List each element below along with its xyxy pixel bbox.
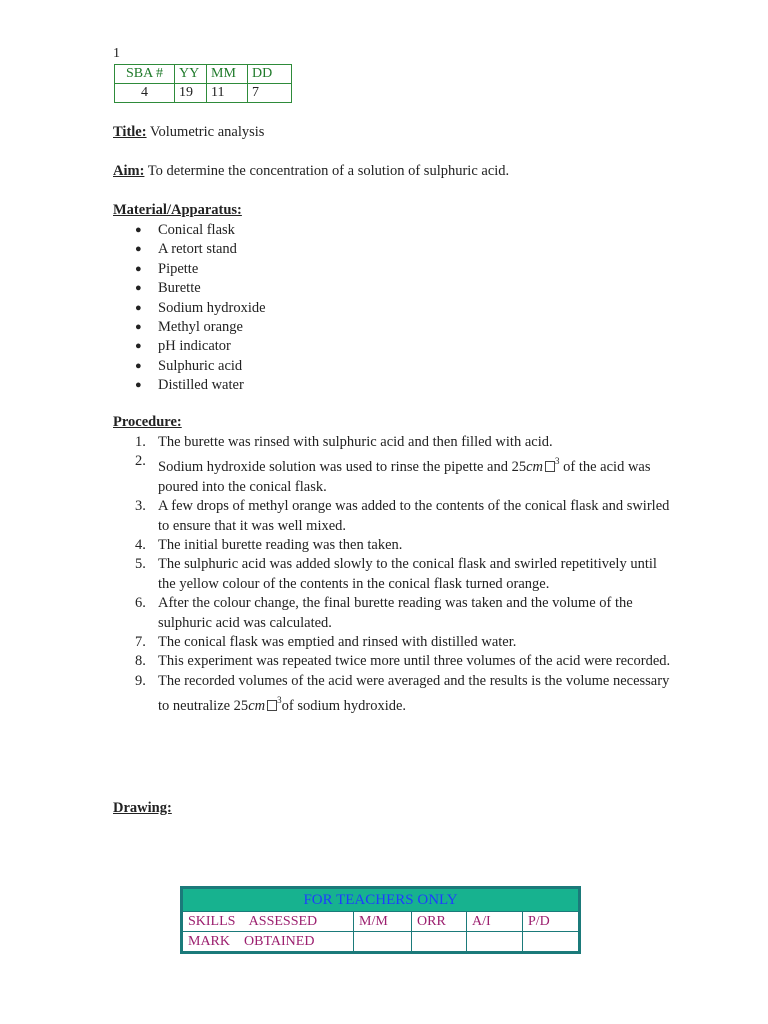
list-item: ● A retort stand [113,240,266,259]
sba-header-row [115,65,292,84]
orr-skill-cell: ORR [412,912,467,932]
mm-skill-cell: M/M [354,912,412,932]
missing-glyph-icon [267,700,277,711]
dd-header-cell: DD [248,65,292,84]
skills-row [182,912,580,932]
list-item: ● Sulphuric acid [113,357,266,376]
procedure-label: Procedure: [113,414,182,430]
pd-mark-field[interactable] [523,932,580,953]
procedure-step: 4. The initial burette reading was then taken. [135,537,403,554]
procedure-heading [113,414,182,431]
procedure-step: 5. The sulphuric acid was added slowly to the conical flask and swirled repetitively until the yellow colour of the contents in the conical flask turned orange. [135,556,657,592]
list-item: ● Methyl orange [113,318,266,337]
aim-line [113,163,509,180]
missing-glyph-icon [545,461,555,472]
yy-header-cell: YY [175,65,207,84]
procedure-step: 1. The burette was rinsed with sulphuric acid and then filled with acid. [135,434,553,450]
page-number: 1 [113,46,120,61]
bullet-icon: ● [135,243,142,256]
teachers-title-row [182,888,580,912]
title-line [113,124,264,141]
list-item: ● Conical flask [113,221,266,240]
teachers-title: FOR TEACHERS ONLY [182,888,580,912]
materials-label: Material/Apparatus: [113,202,242,218]
orr-mark-field[interactable] [412,932,467,953]
mark-row [182,932,580,953]
procedure-step: 7. The conical flask was emptied and rinsed with distilled water. [135,634,517,651]
mm-mark-field[interactable] [354,932,412,953]
drawing-heading [113,800,172,817]
list-item: ● Distilled water [113,376,266,395]
mark-obtained-cell: MARK OBTAINED [182,932,354,953]
procedure-step: 8. This experiment was repeated twice more until three volumes of the acid were recorded. [135,653,671,670]
sba-table [114,64,292,103]
ai-skill-cell: A/I [467,912,523,932]
bullet-icon: ● [135,282,142,295]
skills-assessed-cell: SKILLS ASSESSED [182,912,354,932]
procedure-step: 3. A few drops of methyl orange was added to the contents of the conical flask and swirled to ensure that it was well mixed. [135,498,670,534]
dd-value-cell: 7 [248,84,292,103]
procedure-step: 2. Sodium hydroxide solution was used to rinse the pipette and 25cm $^3$ of the acid was poured into the conical flask. [135,453,651,495]
title-label: Title: [113,124,147,140]
drawing-label: Drawing: [113,800,172,816]
sba-value-row [115,84,292,103]
list-item: ● Pipette [113,260,266,279]
bullet-icon: ● [135,320,142,333]
bullet-icon: ● [135,224,142,236]
aim-text: To determine the concentration of a solution of sulphuric acid. [144,163,510,179]
pd-skill-cell: P/D [523,912,580,932]
procedure-step: 6. After the colour change, the final burette reading was taken and the volume of the sulphuric acid was calculated. [135,595,633,631]
list-item: ● Sodium hydroxide [113,299,266,318]
sba-value-cell: 4 [115,84,175,103]
materials-heading [113,202,242,219]
teachers-table [180,886,581,954]
list-item: ● Burette [113,279,266,298]
list-item: ● pH indicator [113,337,266,356]
bullet-icon: ● [135,262,142,275]
mm-value-cell: 11 [207,84,248,103]
materials-list [113,221,266,396]
bullet-icon: ● [135,340,142,353]
aim-label: Aim: [113,163,145,179]
procedure-list [113,433,673,717]
bullet-icon: ● [135,301,142,314]
mm-header-cell: MM [207,65,248,84]
sba-header-cell: SBA # [115,65,175,84]
title-text: Volumetric analysis [146,124,265,140]
bullet-icon: ● [135,359,142,372]
bullet-icon: ● [135,379,142,392]
procedure-step: 9. The recorded volumes of the acid were averaged and the results is the volume necessary to neutralize 25cm $^3$of sodium hydroxide. [135,672,670,715]
ai-mark-field[interactable] [467,932,523,953]
yy-value-cell: 19 [175,84,207,103]
